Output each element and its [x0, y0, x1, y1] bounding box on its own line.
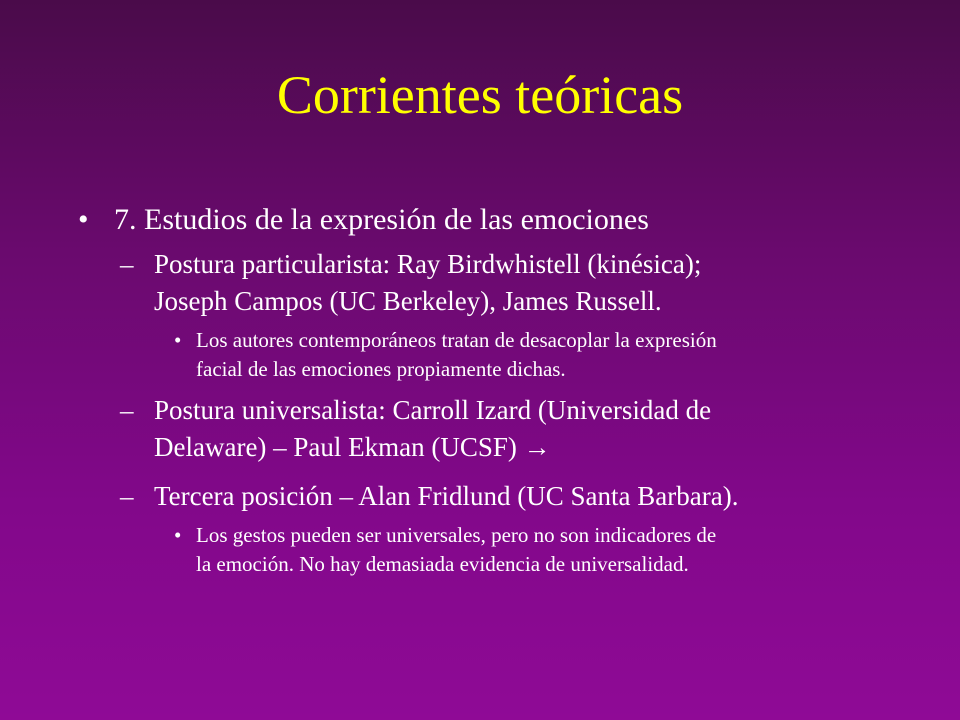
note-line: Los gestos pueden ser universales, pero no son indicadores de — [196, 523, 717, 547]
note-desacoplar — [174, 326, 886, 384]
subitem-tercera — [120, 478, 914, 515]
note-marker: • — [174, 328, 182, 352]
note-gestos — [174, 521, 886, 579]
bullet-item — [74, 198, 914, 242]
subitem-particularista — [120, 246, 914, 320]
bullet-marker: • — [78, 203, 89, 236]
dash-marker: – — [120, 249, 134, 279]
dash-marker: – — [120, 481, 134, 511]
note-line: Los autores contemporáneos tratan de desacoplar la expresión — [196, 328, 717, 352]
subitem-line: Postura particularista: Ray Birdwhistell (kinésica); — [154, 249, 702, 279]
subitem-universalista — [120, 392, 914, 466]
slide-title: Corrientes teóricas — [276, 65, 684, 125]
subitem-line: Joseph Campos (UC Berkeley), James Russell. — [154, 286, 662, 316]
bullet-text: 7. Estudios de la expresión de las emociones — [114, 203, 649, 236]
subitem-line: Postura universalista: Carroll Izard (Universidad de — [154, 395, 712, 425]
slide-content — [74, 198, 914, 579]
note-line: la emoción. No hay demasiada evidencia de universalidad. — [196, 552, 689, 576]
subitem-line: Tercera posición – Alan Fridlund (UC Santa Barbara). — [154, 481, 739, 511]
note-marker: • — [174, 523, 182, 547]
note-line: facial de las emociones propiamente dichas. — [196, 357, 566, 381]
subitem-line: Delaware) – Paul Ekman (UCSF) → — [154, 432, 551, 462]
dash-marker: – — [120, 395, 134, 425]
